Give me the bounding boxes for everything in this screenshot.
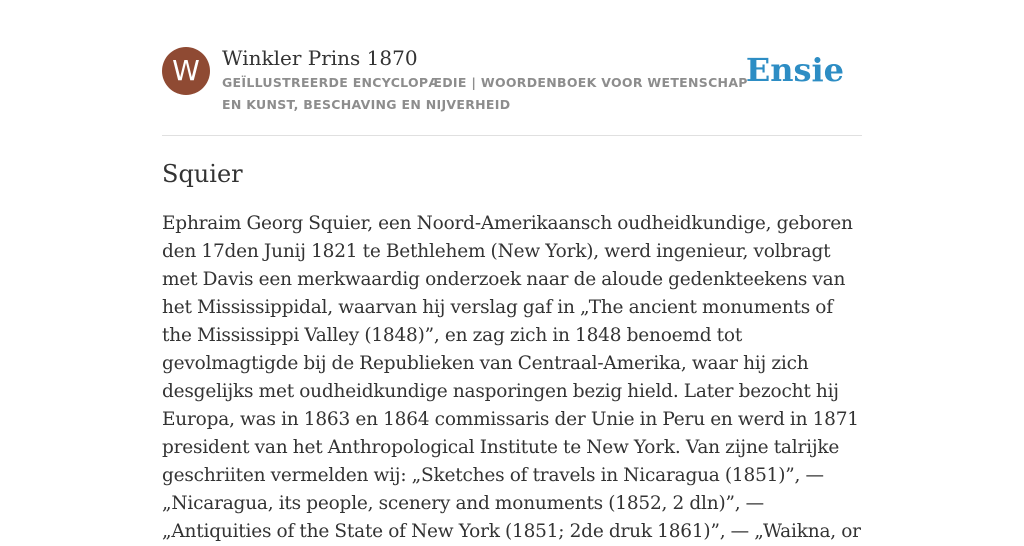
publication-subtitle: GEÏLLUSTREERDE ENCYCLOPÆDIE | WOORDENBOEK VOOR WETENSCHAP EN KUNST, BESCHAVING EN NIJVERHEID	[222, 75, 748, 112]
ensie-logo[interactable]: Ensie	[745, 51, 844, 89]
entry-body: Ephraim Georg Squier, een Noord-Amerikaansch oudheidkundige, geboren den 17den Junij 1821 te Bethlehem (New York), werd ingenieur, volbragt met Davis een merkwaardig onderzoek naar de aloude gedenkteekens van het Mississippidal, waarvan hij verslag gaf in „The ancient monuments of the Mississippi Valley (1848)”, en zag zich in 1848 benoemd tot gevolmagtigde bij de Republieken van Centraal-Amerika, waar hij zich desgelijks met oudheidkundige nasporingen bezig hield. Later bezocht hij Europa, was in 1863 en 1864 commissaris der Unie in Peru en werd in 1871 president van het Anthropological Institute te New York. Van zijne talrijke geschriiten vermelden wij: „Sketches of travels in Nicaragua (1851)”, — „Nicaragua, its people, scenery and monuments (1852, 2 dln)”, — „Antiquities of the State of New York (1851; 2de druk 1861)”, — „Waikna, or	[162, 213, 861, 542]
entry-title: Squier	[162, 160, 243, 188]
publication-title[interactable]: Winkler Prins 1870	[222, 46, 418, 70]
header-divider	[162, 135, 862, 136]
publication-header	[162, 46, 862, 116]
publication-avatar[interactable]: W	[162, 47, 210, 95]
